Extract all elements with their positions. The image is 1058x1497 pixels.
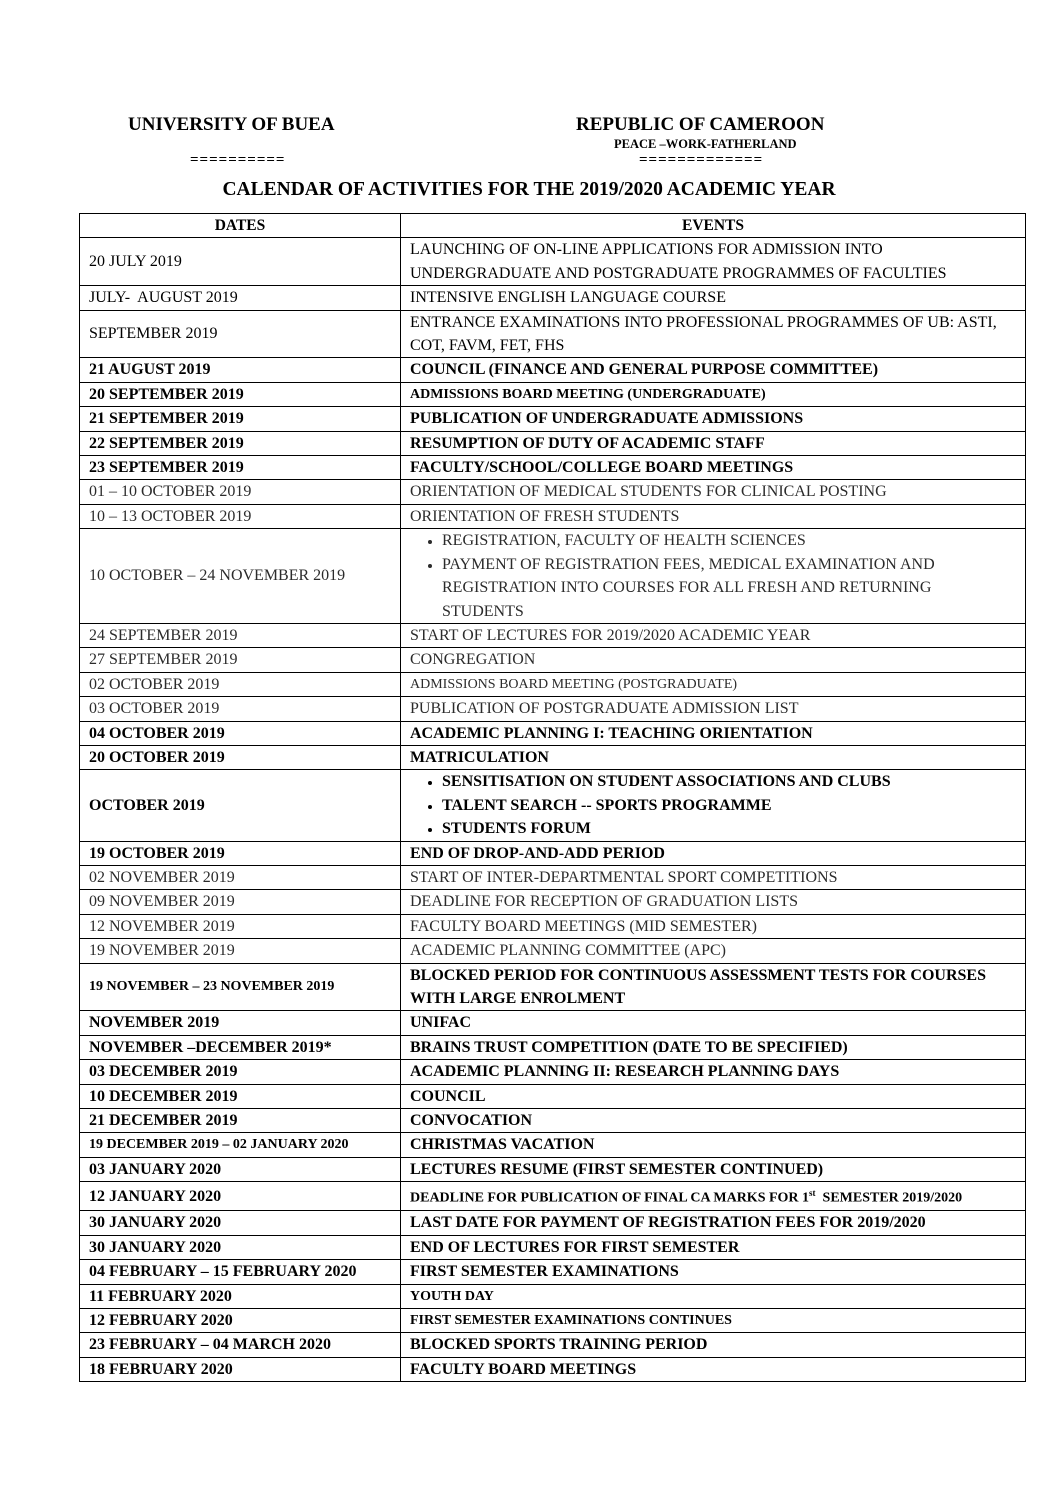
- table-row: [80, 407, 1026, 431]
- events-column-header: EVENTS: [401, 214, 1026, 238]
- event-cell: [401, 529, 1026, 624]
- list-item: • STUDENTS FORUM: [442, 817, 1016, 840]
- date-cell: NOVEMBER –DECEMBER 2019*: [80, 1035, 401, 1059]
- event-bullet-list: [410, 529, 1016, 623]
- list-item: • PAYMENT OF REGISTRATION FEES, MEDICAL EXAMINATION AND REGISTRATION INTO COURSES FOR ALL FRESH AND RETURNING STUDENTS: [442, 553, 1016, 623]
- event-cell: FIRST SEMESTER EXAMINATIONS: [401, 1260, 1026, 1284]
- table-row: [80, 770, 1026, 841]
- date-cell: 19 OCTOBER 2019: [80, 841, 401, 865]
- date-cell: NOVEMBER 2019: [80, 1011, 401, 1035]
- date-cell: 21 SEPTEMBER 2019: [80, 407, 401, 431]
- date-cell: 03 JANUARY 2020: [80, 1157, 401, 1181]
- republic-separator: =============: [639, 152, 764, 168]
- table-row: [80, 648, 1026, 672]
- date-cell: 09 NOVEMBER 2019: [80, 890, 401, 914]
- event-cell: FACULTY/SCHOOL/COLLEGE BOARD MEETINGS: [401, 456, 1026, 480]
- date-cell: 22 SEPTEMBER 2019: [80, 431, 401, 455]
- table-row: [80, 1035, 1026, 1059]
- event-cell: DEADLINE FOR RECEPTION OF GRADUATION LISTS: [401, 890, 1026, 914]
- table-row: [80, 939, 1026, 963]
- event-cell: YOUTH DAY: [401, 1284, 1026, 1308]
- date-cell: 19 DECEMBER 2019 – 02 JANUARY 2020: [80, 1133, 401, 1157]
- event-cell: PUBLICATION OF UNDERGRADUATE ADMISSIONS: [401, 407, 1026, 431]
- event-cell: FACULTY BOARD MEETINGS (MID SEMESTER): [401, 914, 1026, 938]
- event-cell: COUNCIL: [401, 1084, 1026, 1108]
- list-item: • REGISTRATION, FACULTY OF HEALTH SCIENCES: [442, 529, 1016, 552]
- table-row: [80, 456, 1026, 480]
- date-cell: 19 NOVEMBER 2019: [80, 939, 401, 963]
- event-cell: LAUNCHING OF ON-LINE APPLICATIONS FOR ADMISSION INTO UNDERGRADUATE AND POSTGRADUATE PROGRAMMES OF FACULTIES: [401, 238, 1026, 286]
- table-row: [80, 1084, 1026, 1108]
- event-cell: ACADEMIC PLANNING II: RESEARCH PLANNING DAYS: [401, 1060, 1026, 1084]
- event-cell: START OF INTER-DEPARTMENTAL SPORT COMPETITIONS: [401, 865, 1026, 889]
- event-cell: ACADEMIC PLANNING COMMITTEE (APC): [401, 939, 1026, 963]
- ordinal-suffix: st: [809, 1188, 816, 1199]
- event-cell: ENTRANCE EXAMINATIONS INTO PROFESSIONAL PROGRAMMES OF UB: ASTI, COT, FAVM, FET, FHS: [401, 310, 1026, 358]
- event-cell: [401, 770, 1026, 841]
- table-row: [80, 721, 1026, 745]
- table-row: [80, 529, 1026, 624]
- date-cell: SEPTEMBER 2019: [80, 310, 401, 358]
- date-cell: 20 OCTOBER 2019: [80, 745, 401, 769]
- table-row: [80, 1011, 1026, 1035]
- calendar-table: [79, 213, 1026, 1382]
- event-cell: ORIENTATION OF MEDICAL STUDENTS FOR CLINICAL POSTING: [401, 480, 1026, 504]
- event-cell: BLOCKED PERIOD FOR CONTINUOUS ASSESSMENT TESTS FOR COURSES WITH LARGE ENROLMENT: [401, 963, 1026, 1011]
- event-cell: COUNCIL (FINANCE AND GENERAL PURPOSE COMMITTEE): [401, 358, 1026, 382]
- date-cell: 12 JANUARY 2020: [80, 1182, 401, 1211]
- table-row: [80, 1157, 1026, 1181]
- table-row: [80, 1284, 1026, 1308]
- date-cell: 24 SEPTEMBER 2019: [80, 623, 401, 647]
- table-row: [80, 890, 1026, 914]
- table-row: [80, 1060, 1026, 1084]
- date-cell: 11 FEBRUARY 2020: [80, 1284, 401, 1308]
- event-cell: UNIFAC: [401, 1011, 1026, 1035]
- table-row: [80, 1308, 1026, 1332]
- table-row: [80, 286, 1026, 310]
- date-cell: 21 DECEMBER 2019: [80, 1109, 401, 1133]
- date-cell: 03 DECEMBER 2019: [80, 1060, 401, 1084]
- list-item: • SENSITISATION ON STUDENT ASSOCIATIONS AND CLUBS: [442, 770, 1016, 793]
- date-cell: 18 FEBRUARY 2020: [80, 1357, 401, 1381]
- republic-name: REPUBLIC OF CAMEROON: [576, 114, 825, 135]
- table-header-row: [80, 214, 1026, 238]
- date-cell: 19 NOVEMBER – 23 NOVEMBER 2019: [80, 963, 401, 1011]
- table-row: [80, 963, 1026, 1011]
- table-row: [80, 1133, 1026, 1157]
- date-cell: 27 SEPTEMBER 2019: [80, 648, 401, 672]
- table-row: [80, 672, 1026, 696]
- table-row: [80, 623, 1026, 647]
- event-text: DEADLINE FOR PUBLICATION OF FINAL CA MARKS FOR 1: [410, 1190, 810, 1206]
- table-row: [80, 382, 1026, 406]
- date-cell: 02 NOVEMBER 2019: [80, 865, 401, 889]
- date-cell: 12 NOVEMBER 2019: [80, 914, 401, 938]
- event-cell: [401, 1182, 1026, 1211]
- event-cell: END OF DROP-AND-ADD PERIOD: [401, 841, 1026, 865]
- date-cell: 30 JANUARY 2020: [80, 1235, 401, 1259]
- table-row: [80, 358, 1026, 382]
- event-cell: END OF LECTURES FOR FIRST SEMESTER: [401, 1235, 1026, 1259]
- event-cell: BRAINS TRUST COMPETITION (DATE TO BE SPECIFIED): [401, 1035, 1026, 1059]
- date-cell: JULY- AUGUST 2019: [80, 286, 401, 310]
- date-cell: 04 FEBRUARY – 15 FEBRUARY 2020: [80, 1260, 401, 1284]
- national-motto: PEACE –WORK-FATHERLAND: [614, 137, 797, 151]
- university-separator: ==========: [190, 152, 286, 168]
- event-cell: MATRICULATION: [401, 745, 1026, 769]
- date-cell: 12 FEBRUARY 2020: [80, 1308, 401, 1332]
- event-cell: PUBLICATION OF POSTGRADUATE ADMISSION LIST: [401, 697, 1026, 721]
- table-row: [80, 504, 1026, 528]
- event-cell: BLOCKED SPORTS TRAINING PERIOD: [401, 1333, 1026, 1357]
- table-row: [80, 238, 1026, 286]
- event-cell: LAST DATE FOR PAYMENT OF REGISTRATION FEES FOR 2019/2020: [401, 1211, 1026, 1235]
- date-cell: 03 OCTOBER 2019: [80, 697, 401, 721]
- date-cell: 20 SEPTEMBER 2019: [80, 382, 401, 406]
- date-cell: 23 FEBRUARY – 04 MARCH 2020: [80, 1333, 401, 1357]
- event-cell: ORIENTATION OF FRESH STUDENTS: [401, 504, 1026, 528]
- table-row: [80, 310, 1026, 358]
- table-row: [80, 1260, 1026, 1284]
- date-cell: 01 – 10 OCTOBER 2019: [80, 480, 401, 504]
- dates-column-header: DATES: [80, 214, 401, 238]
- date-cell: 30 JANUARY 2020: [80, 1211, 401, 1235]
- event-cell: ADMISSIONS BOARD MEETING (POSTGRADUATE): [401, 672, 1026, 696]
- table-row: [80, 1333, 1026, 1357]
- table-row: [80, 1182, 1026, 1211]
- date-cell: 04 OCTOBER 2019: [80, 721, 401, 745]
- event-cell: ADMISSIONS BOARD MEETING (UNDERGRADUATE): [401, 382, 1026, 406]
- university-name: UNIVERSITY OF BUEA: [128, 114, 335, 135]
- document-title: CALENDAR OF ACTIVITIES FOR THE 2019/2020 ACADEMIC YEAR: [222, 179, 836, 200]
- table-row: [80, 914, 1026, 938]
- event-cell: START OF LECTURES FOR 2019/2020 ACADEMIC YEAR: [401, 623, 1026, 647]
- table-row: [80, 841, 1026, 865]
- event-cell: FIRST SEMESTER EXAMINATIONS CONTINUES: [401, 1308, 1026, 1332]
- date-cell: 02 OCTOBER 2019: [80, 672, 401, 696]
- table-row: [80, 1211, 1026, 1235]
- table-row: [80, 1357, 1026, 1381]
- event-text-continued: SEMESTER 2019/2020: [815, 1190, 963, 1206]
- date-cell: 10 OCTOBER – 24 NOVEMBER 2019: [80, 529, 401, 624]
- event-cell: CONGREGATION: [401, 648, 1026, 672]
- table-row: [80, 1109, 1026, 1133]
- list-item: • TALENT SEARCH -- SPORTS PROGRAMME: [442, 794, 1016, 817]
- date-cell: 23 SEPTEMBER 2019: [80, 456, 401, 480]
- table-row: [80, 480, 1026, 504]
- date-cell: 10 – 13 OCTOBER 2019: [80, 504, 401, 528]
- event-cell: INTENSIVE ENGLISH LANGUAGE COURSE: [401, 286, 1026, 310]
- event-cell: RESUMPTION OF DUTY OF ACADEMIC STAFF: [401, 431, 1026, 455]
- event-cell: CONVOCATION: [401, 1109, 1026, 1133]
- table-row: [80, 745, 1026, 769]
- date-cell: 10 DECEMBER 2019: [80, 1084, 401, 1108]
- table-row: [80, 431, 1026, 455]
- event-cell: LECTURES RESUME (FIRST SEMESTER CONTINUED): [401, 1157, 1026, 1181]
- date-cell: 20 JULY 2019: [80, 238, 401, 286]
- table-row: [80, 697, 1026, 721]
- event-cell: ACADEMIC PLANNING I: TEACHING ORIENTATION: [401, 721, 1026, 745]
- event-cell: CHRISTMAS VACATION: [401, 1133, 1026, 1157]
- event-bullet-list: [410, 770, 1016, 840]
- date-cell: OCTOBER 2019: [80, 770, 401, 841]
- table-row: [80, 865, 1026, 889]
- event-cell: FACULTY BOARD MEETINGS: [401, 1357, 1026, 1381]
- date-cell: 21 AUGUST 2019: [80, 358, 401, 382]
- table-row: [80, 1235, 1026, 1259]
